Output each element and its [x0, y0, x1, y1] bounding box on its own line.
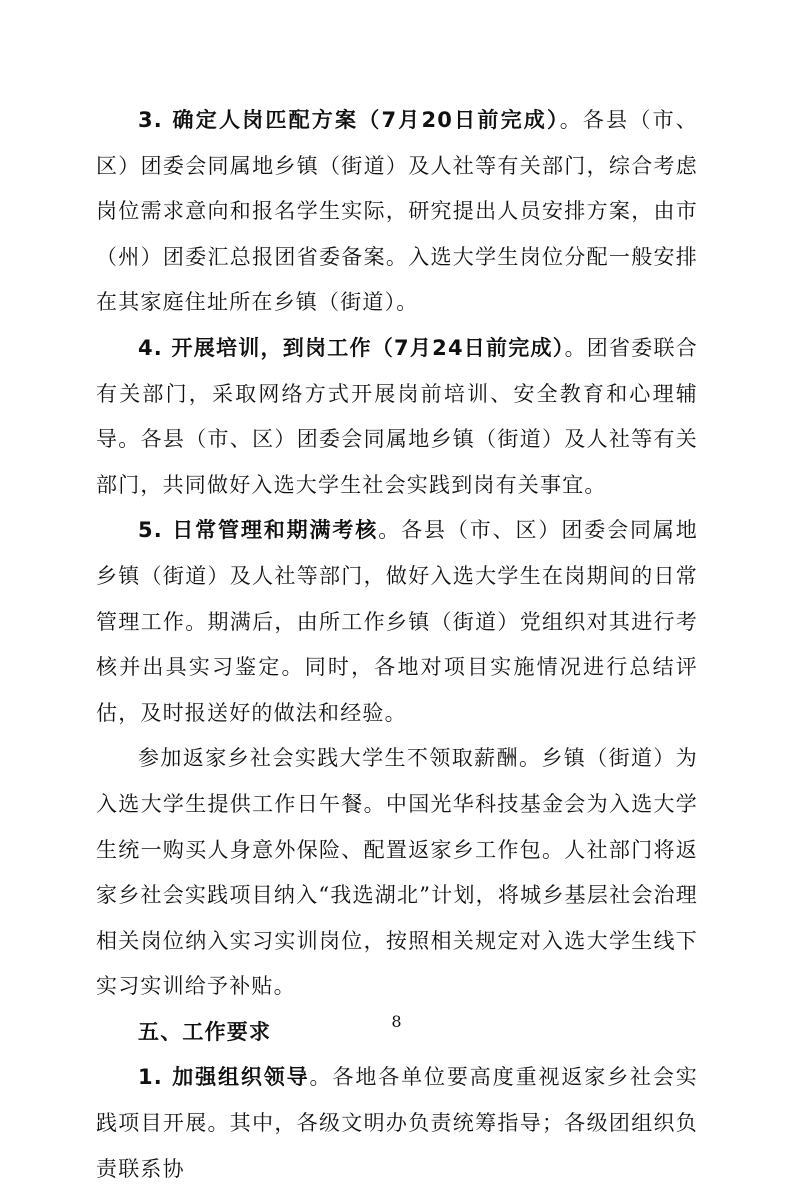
paragraph-body: 。各县（市、区）团委会同属地乡镇（街道）及人社等有关部门，综合考虑岗位需求意向和报名学生实际，研究提出人员安排方案，由市（州）团委汇总报团省委备案。入选大学生岗位分配一般安排在其家庭住址所在乡镇（街道）。: [96, 108, 698, 315]
section-heading: 五、工作要求: [138, 1019, 272, 1044]
paragraph-step-4: [96, 326, 698, 508]
paragraph-body: 。各县（市、区）团委会同属地乡镇（街道）及人社等部门，做好入选大学生在岗期间的日常管理工作。期满后，由所工作乡镇（街道）党组织对其进行考核并出具实习鉴定。同时，各地对项目实施情况进行总结评估，及时报送好的做法和经验。: [96, 518, 698, 725]
paragraph-lead: 4. 开展培训，到岗工作（7月24日前完成）: [138, 335, 565, 360]
paragraph-step-5: [96, 508, 698, 736]
paragraph-compensation: [96, 736, 698, 1010]
paragraph-body: 。团省委联合有关部门，采取网络方式开展岗前培训、安全教育和心理辅导。各县（市、区）团委会同属地乡镇（街道）及人社等有关部门，共同做好入选大学生社会实践到岗有关事宜。: [96, 335, 699, 497]
paragraph-lead: 3. 确定人岗匹配方案（7月20日前完成）: [138, 108, 560, 132]
paragraph-requirement-1: [96, 1055, 698, 1192]
paragraph-lead: 5. 日常管理和期满考核: [138, 518, 379, 543]
page-number: 8: [391, 1012, 402, 1031]
paragraph-lead: 1. 加强组织领导: [138, 1065, 310, 1090]
paragraph-body: 。各地各单位要高度重视返家乡社会实践项目开展。其中，各级文明办负责统筹指导；各级团组织负责联系协: [96, 1065, 698, 1181]
paragraph-body: 参加返家乡社会实践大学生不领取薪酬。乡镇（街道）为入选大学生提供工作日午餐。中国光华科技基金会为入选大学生统一购买人身意外保险、配置返家乡工作包。人社部门将返家乡社会实践项目纳入“我选湖北”计划，将城乡基层社会治理相关岗位纳入实习实训岗位，按照相关规定对入选大学生线下实习实训给予补贴。: [96, 746, 698, 999]
paragraph-step-3: [96, 98, 698, 326]
